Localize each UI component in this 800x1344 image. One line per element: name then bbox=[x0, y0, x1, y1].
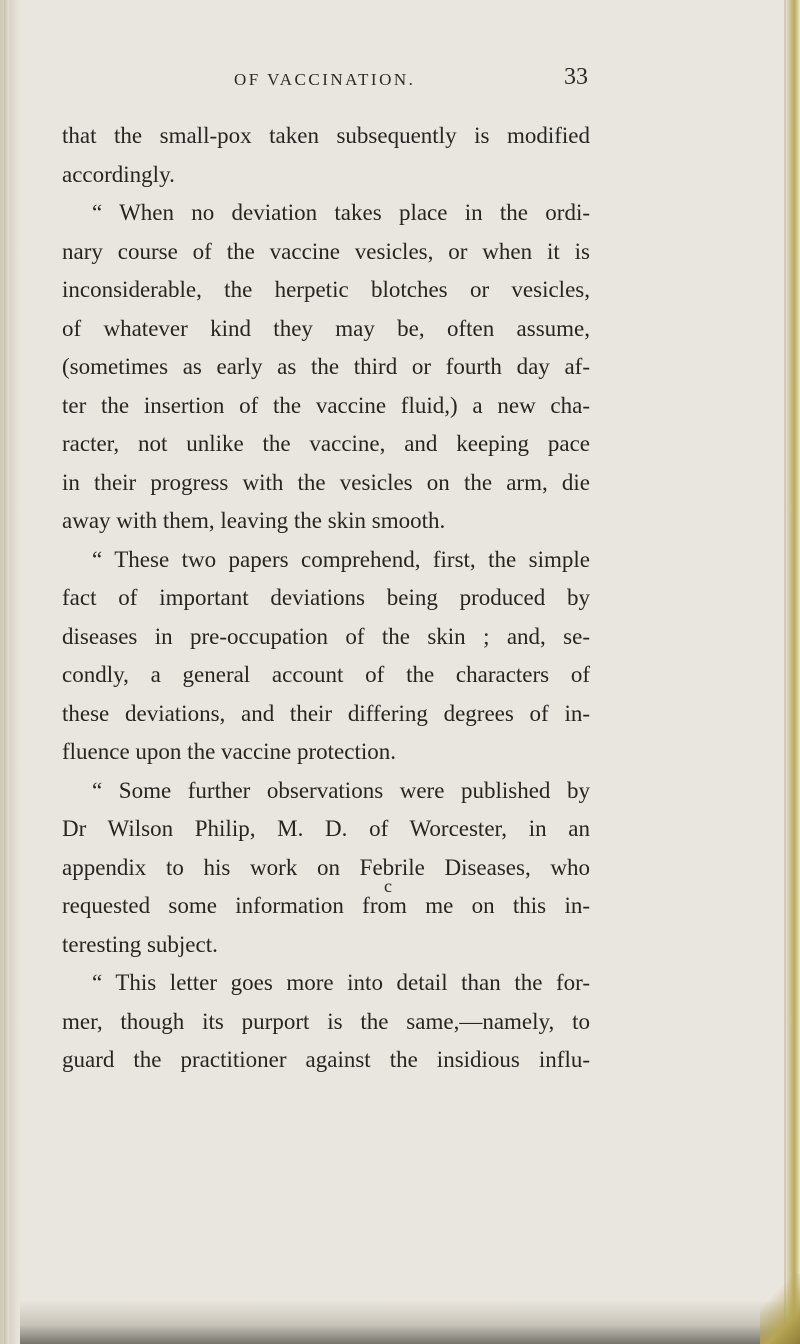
text-line: Dr Wilson Philip, M. D. of Worcester, in an bbox=[62, 816, 590, 841]
text-line: of whatever kind they may be, often assume, bbox=[62, 315, 590, 341]
text-line: ter the insertion of the vaccine fluid,) a new cha- bbox=[62, 392, 590, 418]
text-line: condly, a general account of the characters of bbox=[62, 662, 590, 687]
binding-shadow bbox=[0, 0, 20, 1344]
text-line: “ Some further observations were published by bbox=[92, 777, 590, 803]
text-line: requested some information from me on this in- bbox=[62, 893, 590, 918]
text-line: “ These two papers comprehend, first, the simple bbox=[92, 546, 590, 572]
text-line: “ This letter goes more into detail than the for- bbox=[92, 970, 590, 995]
text-line: mer, though its purport is the same,—namely, to bbox=[62, 1008, 590, 1034]
text-line: diseases in pre-occupation of the skin ; and, se- bbox=[62, 623, 590, 649]
text-line: “ When no deviation takes place in the ordi- bbox=[92, 200, 590, 225]
binding-edge bbox=[4, 0, 9, 1344]
text-line: away with them, leaving the skin smooth. bbox=[62, 508, 446, 533]
text-line: fluence upon the vaccine protection. bbox=[62, 739, 396, 764]
text-line: appendix to his work on Febrile Diseases, who bbox=[62, 854, 590, 880]
text-line: in their progress with the vesicles on the arm, die bbox=[62, 469, 590, 495]
body-text bbox=[62, 117, 590, 1080]
text-line: racter, not unlike the vaccine, and keeping pace bbox=[62, 431, 590, 456]
page-number: 33 bbox=[564, 64, 588, 90]
text-line: these deviations, and their differing degrees of in- bbox=[62, 700, 590, 726]
gilt-corner bbox=[760, 1274, 800, 1344]
text-line: nary course of the vaccine vesicles, or when it is bbox=[62, 238, 590, 264]
text-line: accordingly. bbox=[62, 161, 175, 187]
text-line: guard the practitioner against the insidious influ- bbox=[62, 1047, 590, 1072]
text-line: fact of important deviations being produced by bbox=[62, 585, 590, 610]
running-head: OF VACCINATION. bbox=[234, 70, 416, 89]
text-line: inconsiderable, the herpetic blotches or vesicles, bbox=[62, 277, 590, 302]
text-line: (sometimes as early as the third or fourth day af- bbox=[62, 354, 590, 379]
bottom-shadow bbox=[20, 1300, 786, 1344]
text-line: teresting subject. bbox=[62, 931, 218, 957]
text-line: that the small-pox taken subsequently is modified bbox=[62, 123, 590, 148]
signature-mark: c bbox=[384, 876, 392, 896]
gilt-page-edge bbox=[786, 0, 800, 1344]
page-header bbox=[0, 64, 800, 104]
